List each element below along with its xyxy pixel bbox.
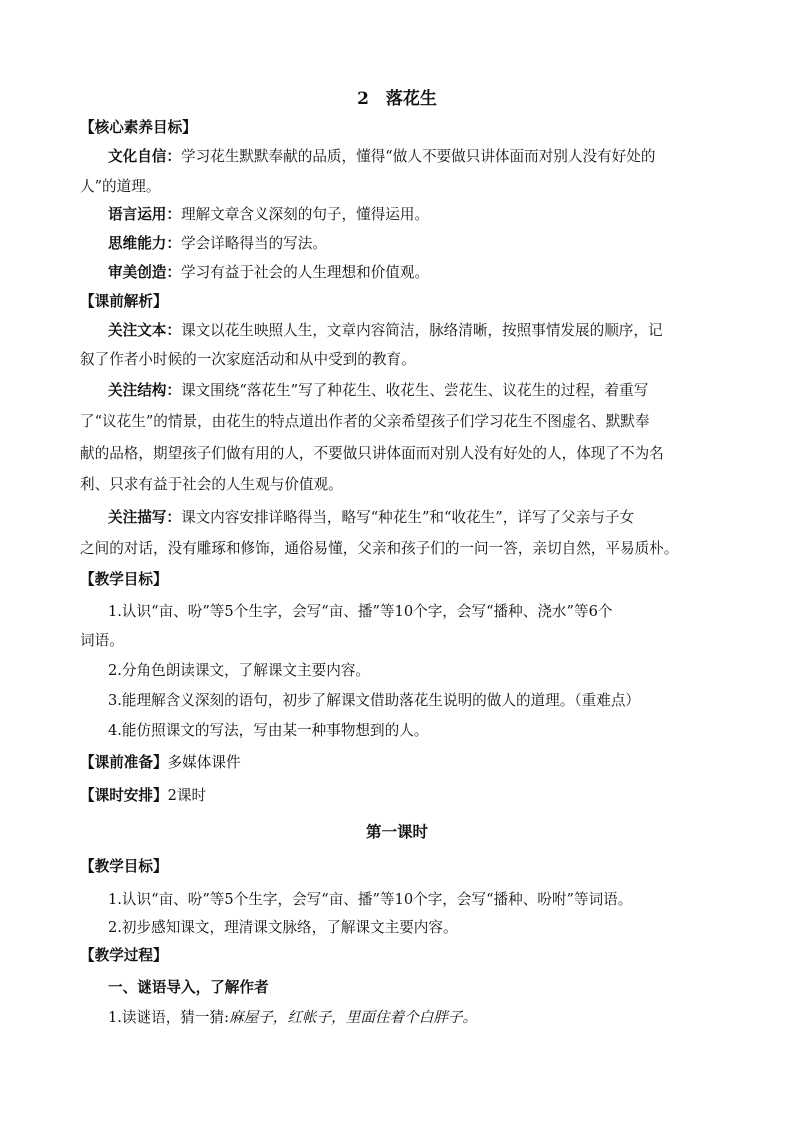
focus-struct-line-3: 献的品格，期望孩子们做有用的人，不要做只讲体面而对别人没有好处的人，体现了不为名 — [80, 445, 664, 462]
focus-struct-body: 课文围绕“落花生”写了种花生、收花生、尝花生、议花生的过程，着重写 — [180, 382, 649, 399]
schedule-text: 2课时 — [167, 787, 207, 804]
focus-text-line-2: 叙了作者小时候的一次家庭活动和从中受到的教育。 — [80, 351, 416, 368]
focus-text-body: 课文以花生映照人生，文章内容简洁，脉络清晰，按照事情发展的顺序，记 — [180, 322, 663, 339]
goal-1-line-2: 词语。 — [80, 632, 124, 649]
heading-core-goals: 【核心素养目标】 — [80, 119, 197, 136]
focus-desc-line-1 — [108, 508, 634, 528]
riddle-text: 麻屋子，红帐子，里面住着个白胖子。 — [229, 1009, 478, 1026]
heading-pre-analysis: 【课前解析】 — [80, 293, 168, 310]
aesthetic-label: 审美创造： — [108, 264, 181, 281]
prep-line — [80, 753, 241, 773]
goal-1-line-1: 1.认识“亩、吩”等5个生字，会写“亩、播”等10个字，会写“播种、浇水”等6个 — [108, 603, 613, 620]
focus-struct-line-4: 利、只求有益于社会的人生观与价值观。 — [80, 476, 343, 493]
lesson-1-title: 第一课时 — [365, 822, 428, 841]
culture-line-1 — [108, 147, 655, 167]
goal-2: 2.分角色朗读课文，了解课文主要内容。 — [108, 662, 371, 679]
aesthetic-line — [108, 263, 429, 283]
language-text: 理解文章含义深刻的句子，懂得运用。 — [180, 206, 430, 223]
l1-goal-1: 1.认识“亩、吩”等5个生字，会写“亩、播”等10个字，会写“播种、吩咐”等词语。 — [108, 891, 633, 908]
focus-text-line-1 — [108, 321, 663, 341]
thinking-text: 学会详略得当的写法。 — [180, 235, 327, 252]
focus-struct-line-1 — [108, 381, 648, 401]
l1-goal-2: 2.初步感知课文，理清课文脉络，了解课文主要内容。 — [108, 919, 458, 936]
culture-label: 文化自信： — [108, 148, 181, 165]
heading-teaching-goals: 【教学目标】 — [80, 571, 168, 588]
goal-3: 3.能理解含义深刻的语句，初步了解课文借助落花生说明的做人的道理。（重难点） — [108, 692, 641, 709]
focus-desc-line-2: 之间的对话，没有雕琢和修饰，通俗易懂，父亲和孩子们的一问一答，亲切自然，平易质朴。 — [80, 540, 679, 557]
focus-desc-label: 关注描写： — [108, 509, 181, 526]
riddle-line — [108, 1008, 477, 1028]
focus-struct-label: 关注结构： — [108, 382, 181, 399]
prep-text: 多媒体课件 — [167, 754, 241, 771]
language-line — [108, 205, 429, 225]
thinking-line — [108, 234, 327, 254]
language-label: 语言运用： — [108, 206, 181, 223]
thinking-label: 思维能力： — [108, 235, 181, 252]
heading-l1-goals: 【教学目标】 — [80, 858, 168, 875]
goal-4: 4.能仿照课文的写法，写由某一种事物想到的人。 — [108, 722, 429, 739]
riddle-label: 1.读谜语，猜一猜: — [108, 1009, 229, 1026]
focus-struct-line-2: 了“议花生”的情景，由花生的特点道出作者的父亲希望孩子们学习花生不图虚名、默默奉 — [80, 413, 650, 430]
focus-text-label: 关注文本： — [108, 322, 181, 339]
focus-desc-body: 课文内容安排详略得当，略写“种花生”和“收花生”，详写了父亲与子女 — [180, 509, 635, 526]
prep-label: 【课前准备】 — [80, 754, 168, 771]
culture-line-2: 人”的道理。 — [80, 178, 161, 195]
heading-l1-process: 【教学过程】 — [80, 947, 168, 964]
aesthetic-text: 学习有益于社会的人生理想和价值观。 — [180, 264, 430, 281]
schedule-label: 【课时安排】 — [80, 787, 168, 804]
lesson-title: 2 落花生 — [357, 89, 437, 109]
l1-step-1: 一、谜语导入，了解作者 — [108, 979, 269, 996]
schedule-line — [80, 786, 206, 806]
culture-text: 学习花生默默奉献的品质，懂得“做人不要做只讲体面而对别人没有好处的 — [180, 148, 656, 165]
